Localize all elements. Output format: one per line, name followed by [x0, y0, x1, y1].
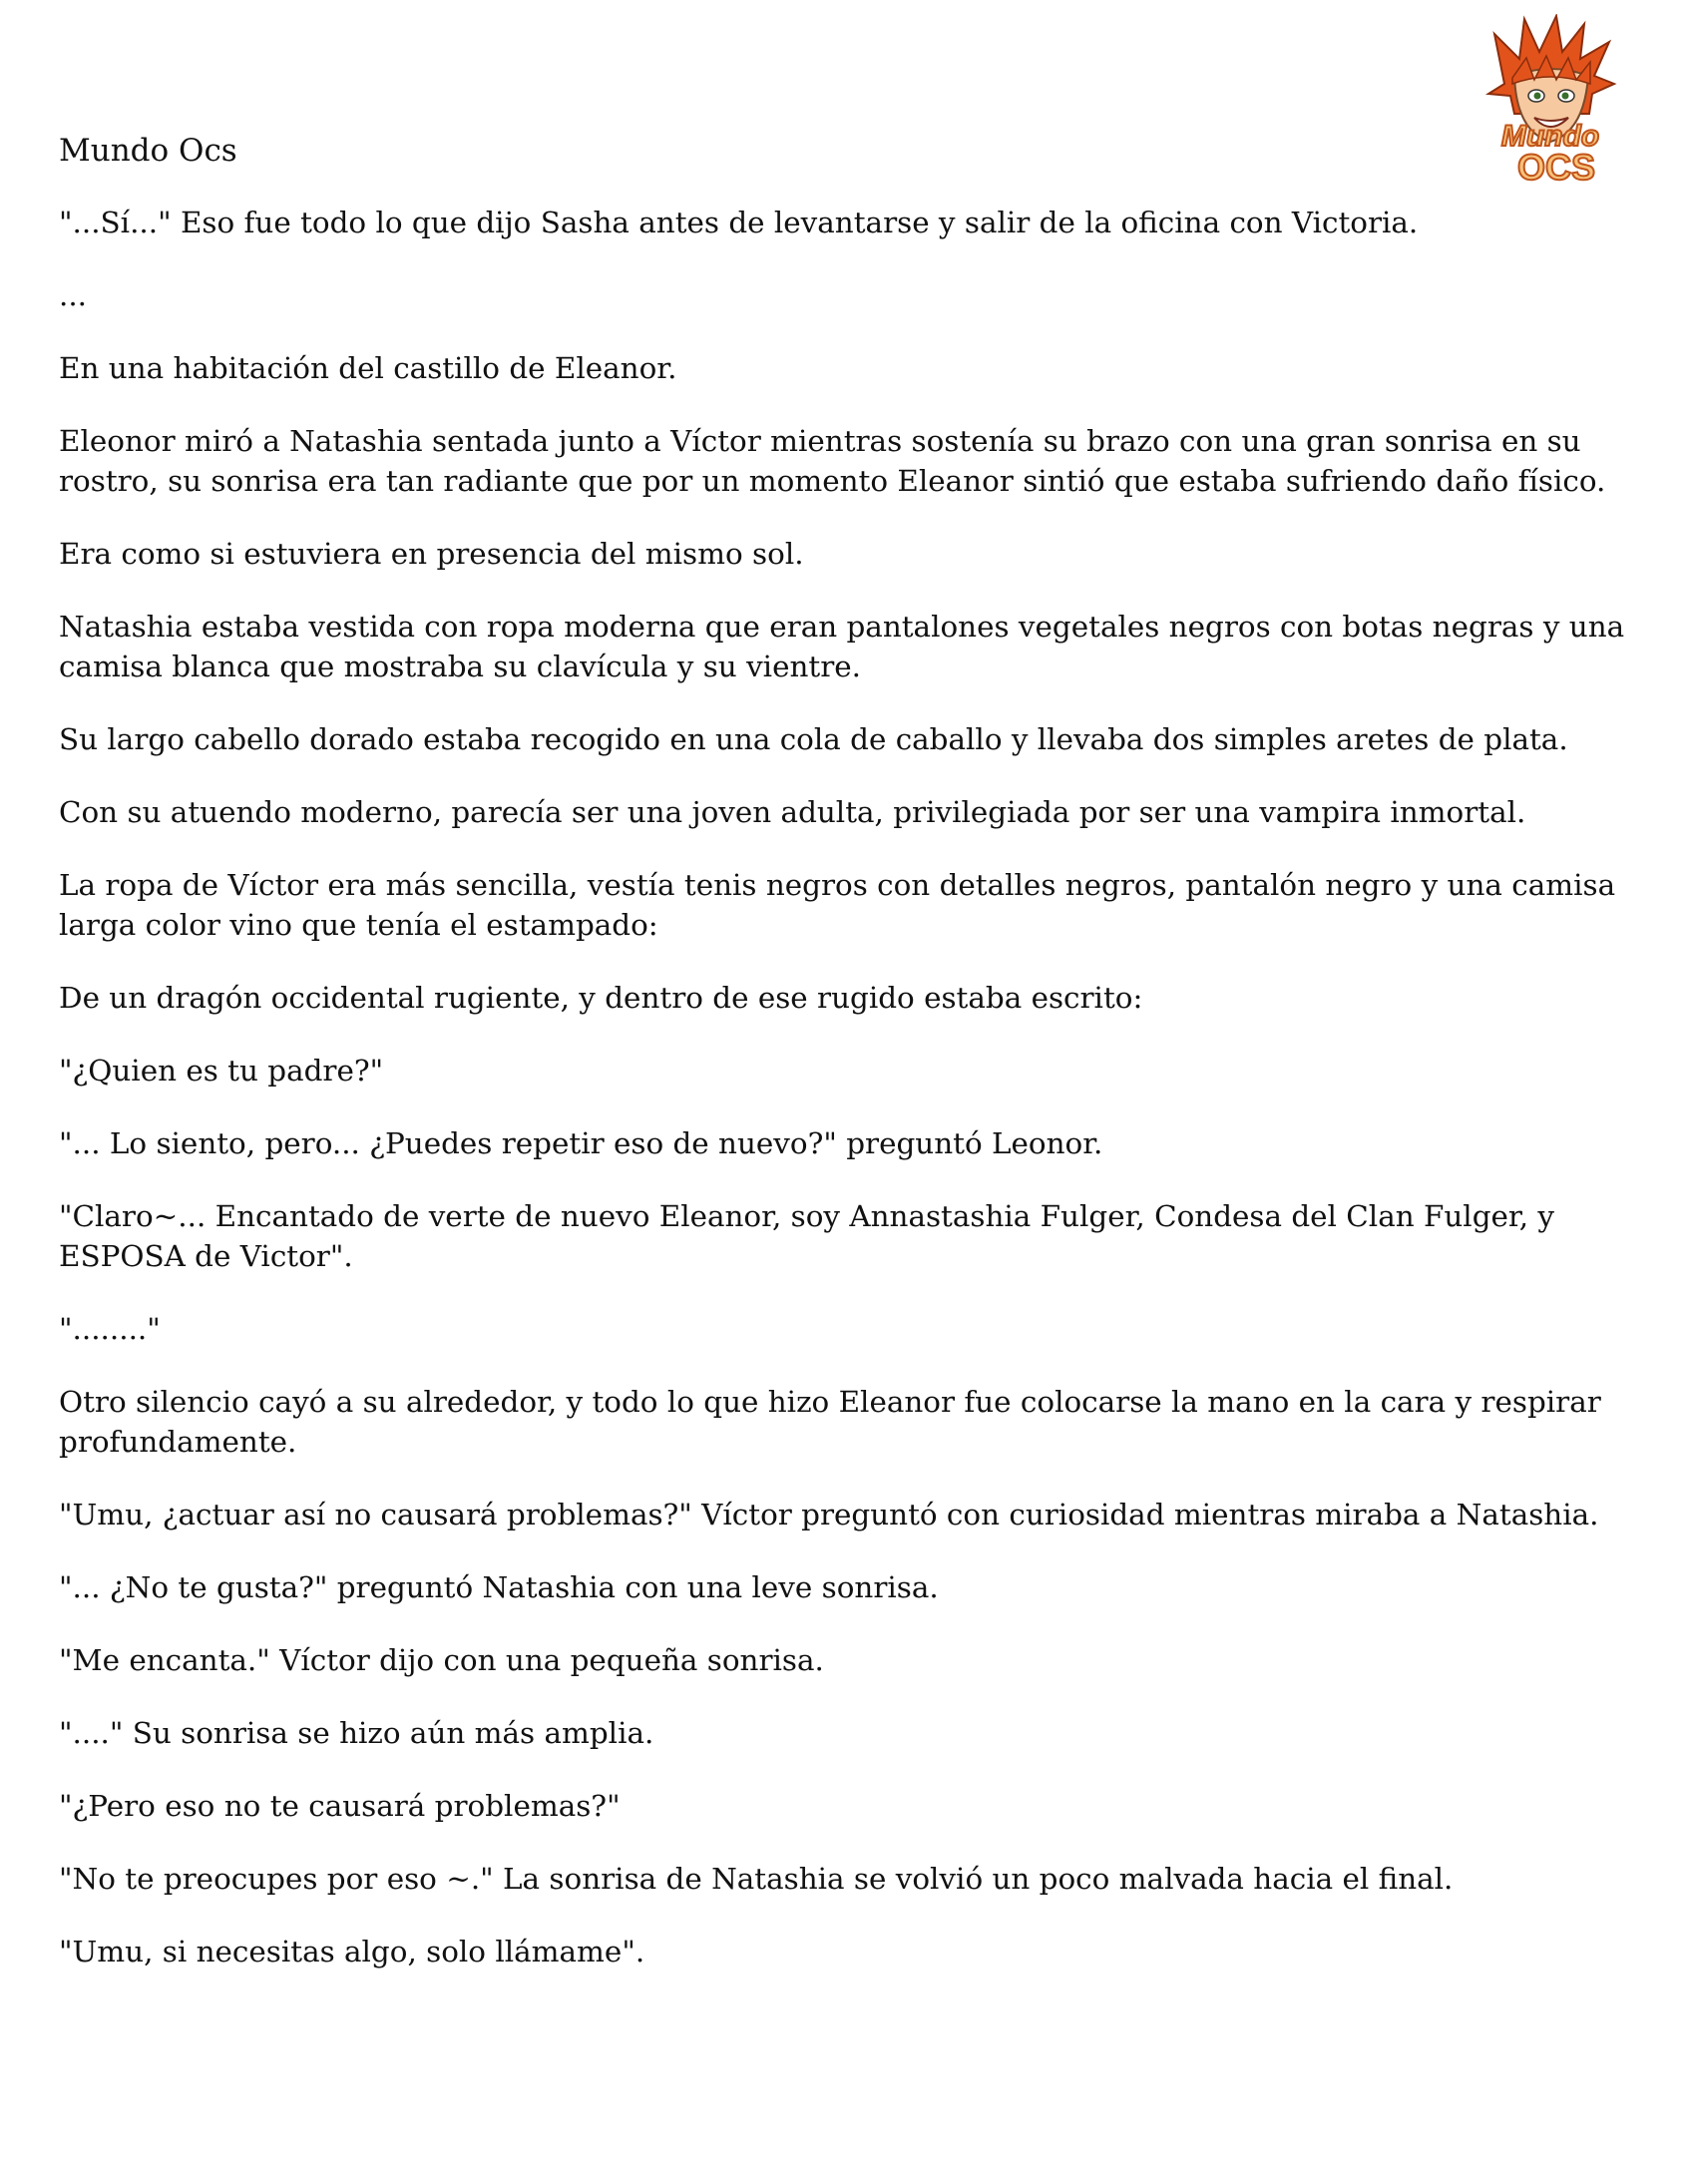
body-paragraph: ...	[59, 278, 88, 312]
document-body	[59, 203, 1645, 2004]
logo-text-line2: OCS	[1516, 147, 1596, 186]
body-paragraph: "Umu, ¿actuar así no causará problemas?" Víctor preguntó con curiosidad mientras miraba a Natashia.	[59, 1498, 1599, 1531]
body-paragraph: "........"	[59, 1312, 161, 1346]
logo-text-line1: Mundo	[1500, 120, 1600, 153]
body-paragraph: Otro silencio cayó a su alrededor, y todo lo que hizo Eleanor fue colocarse la mano en la cara y respirar profundamente.	[59, 1385, 1601, 1459]
body-paragraph: Era como si estuviera en presencia del mismo sol.	[59, 537, 804, 571]
body-paragraph: "Me encanta." Víctor dijo con una pequeña sonrisa.	[59, 1643, 824, 1677]
body-paragraph: Su largo cabello dorado estaba recogido en una cola de caballo y llevaba dos simples aretes de plata.	[59, 722, 1568, 756]
body-paragraph: "No te preocupes por eso ~." La sonrisa de Natashia se volvió un poco malvada hacia el final.	[59, 1862, 1454, 1896]
body-paragraph: "¿Quien es tu padre?"	[59, 1054, 384, 1088]
body-paragraph: "... ¿No te gusta?" preguntó Natashia con una leve sonrisa.	[59, 1570, 939, 1604]
body-paragraph: Con su atuendo moderno, parecía ser una joven adulta, privilegiada por ser una vampira inmortal.	[59, 795, 1526, 829]
body-paragraph: "¿Pero eso no te causará problemas?"	[59, 1789, 621, 1823]
body-paragraph: De un dragón occidental rugiente, y dentro de ese rugido estaba escrito:	[59, 981, 1143, 1015]
mundo-ocs-logo-icon	[1465, 14, 1636, 186]
body-paragraph: "...Sí..." Eso fue todo lo que dijo Sasha antes de levantarse y salir de la oficina con Victoria.	[59, 206, 1419, 239]
body-paragraph: "Umu, si necesitas algo, solo llámame".	[59, 1935, 645, 1968]
body-paragraph: "Claro~... Encantado de verte de nuevo Eleanor, soy Annastashia Fulger, Condesa del Clan Fulger, y ESPOSA de Victor".	[59, 1199, 1555, 1273]
body-paragraph: En una habitación del castillo de Eleanor.	[59, 351, 677, 385]
body-paragraph: Eleonor miró a Natashia sentada junto a Víctor mientras sostenía su brazo con una gran sonrisa en su rostro, su sonrisa era tan radiante que por un momento Eleanor sintió que estaba sufriendo daño físico.	[59, 424, 1606, 498]
body-paragraph: Natashia estaba vestida con ropa moderna que eran pantalones vegetales negros con botas negras y una camisa blanca que mostraba su clavícula y su vientre.	[59, 610, 1625, 683]
body-paragraph: "... Lo siento, pero... ¿Puedes repetir eso de nuevo?" preguntó Leonor.	[59, 1126, 1103, 1160]
body-paragraph: "...." Su sonrisa se hizo aún más amplia.	[59, 1716, 654, 1750]
document-header-title: Mundo Ocs	[59, 133, 237, 169]
body-paragraph: La ropa de Víctor era más sencilla, vestía tenis negros con detalles negros, pantalón negro y una camisa larga color vino que tenía el estampado:	[59, 868, 1616, 942]
